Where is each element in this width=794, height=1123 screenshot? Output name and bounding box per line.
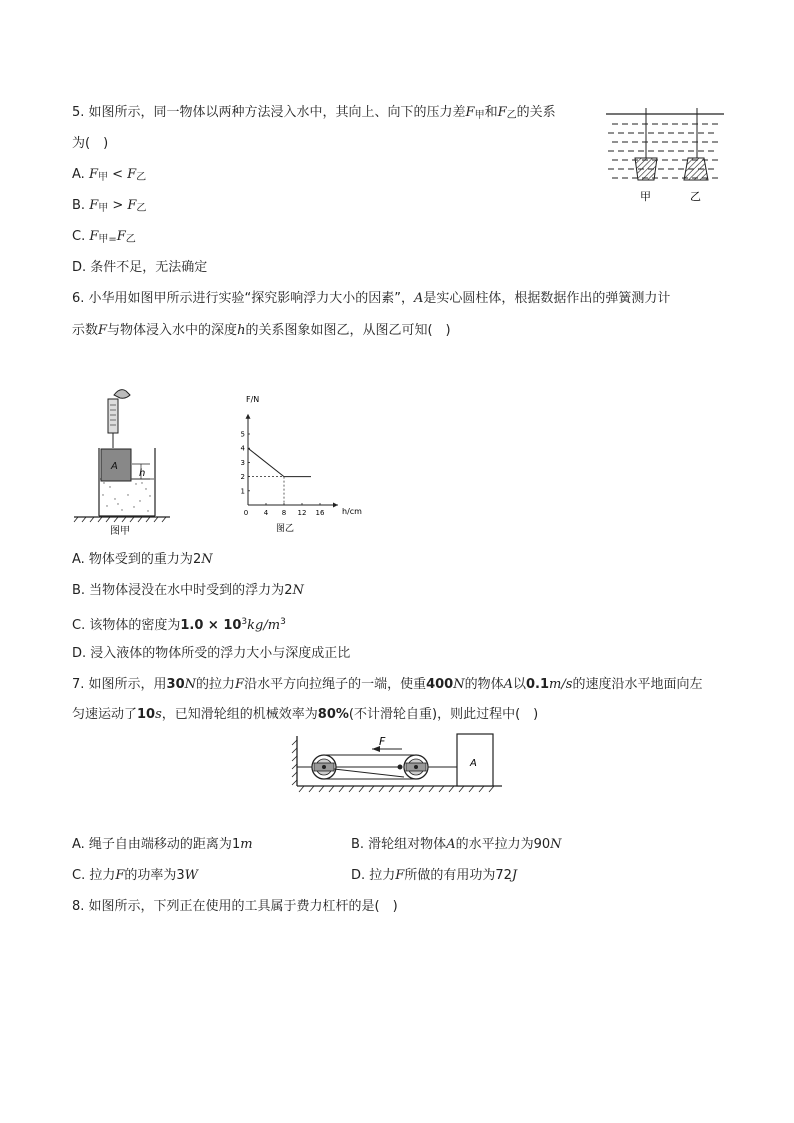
chart-y-tick-label: 2 [240, 473, 245, 482]
chart-y-tick-label: 5 [240, 430, 245, 439]
q5-stem-line1: 5. 如图所示，同一物体以两种方法浸入水中，其向上、向下的压力差$F_甲$和$F_乙$的关系 [72, 105, 556, 121]
q5-option-d[interactable]: D. 条件不足，无法确定 [72, 260, 208, 275]
chart-y-tick-label: 4 [240, 444, 245, 453]
q6-option-c[interactable]: C. 该物体的密度为$1.0 \times 10^3kg/m^3$ [72, 617, 286, 633]
q8-stem: 8. 如图所示，下列正在使用的工具属于费力杠杆的是( ) [72, 899, 398, 914]
q5-block-yi [684, 158, 708, 180]
q5-option-b[interactable]: B. $F_甲 > F_乙$ [72, 198, 147, 214]
depth-label: h [139, 468, 146, 479]
block-a-label: A [111, 461, 118, 472]
q6-option-b[interactable]: B. 当物体浸没在水中时受到的浮力为2N [72, 583, 304, 598]
chart-series-line-0 [248, 448, 311, 476]
q7-option-a[interactable]: A. 绳子自由端移动的距离为1m [72, 837, 253, 852]
fixed-pulley [312, 755, 336, 779]
chart-y-tick-label: 3 [240, 458, 245, 467]
q6-option-a[interactable]: A. 物体受到的重力为2N [72, 552, 213, 567]
fig-jia-caption: 图甲 [110, 526, 130, 537]
movable-pulley [404, 755, 428, 779]
block-a-label: A [470, 758, 477, 769]
chart-y-tick-label: 1 [240, 487, 245, 496]
chart-x-tick-label: 12 [297, 509, 307, 517]
q6-chart [236, 390, 376, 535]
q7-option-d[interactable]: D. 拉力F所做的有用功为72J [351, 868, 518, 883]
q5-option-c[interactable]: C. $F_{甲=}F_乙$ [72, 229, 136, 245]
q6-figure-jia [70, 385, 180, 540]
q5-option-a[interactable]: A. $F_甲 < F_乙$ [72, 167, 147, 183]
q5-stem-line2: 为( ) [72, 136, 109, 151]
q5-block-jia [635, 158, 657, 180]
chart-ylabel: F/N [246, 395, 260, 404]
chart-xlabel: h/cm [342, 507, 362, 516]
spring-scale [108, 399, 118, 433]
q7-stem-line2: 匀速运动了10s，已知滑轮组的机械效率为80%(不计滑轮自重)，则此过程中( ) [72, 707, 539, 722]
q6-option-d[interactable]: D. 浸入液体的物体所受的浮力大小与深度成正比 [72, 646, 351, 661]
force-label: F [379, 735, 386, 748]
q7-stem-line1: 7. 如图所示，用30N的拉力F沿水平方向拉绳子的一端，使重400N的物体A以0.1m/s的速度沿水平地面向左 [72, 677, 703, 692]
y-axis-arrow-icon [246, 414, 251, 419]
q5-fig-label-jia: 甲 [640, 190, 651, 203]
chart-x-tick-label: 8 [281, 509, 287, 517]
chart-x-tick-label: 0 [243, 509, 249, 517]
x-axis-arrow-icon [333, 503, 338, 508]
q7-option-b[interactable]: B. 滑轮组对物体A的水平拉力为90N [351, 837, 562, 852]
q5-fig-label-yi: 乙 [690, 190, 701, 203]
q6-stem-line1: 6. 小华用如图甲所示进行实验“探究影响浮力大小的因素”，A是实心圆柱体，根据数据作出的弹簧测力计 [72, 291, 671, 306]
chart-x-tick-label: 16 [315, 509, 325, 517]
q7-option-c[interactable]: C. 拉力F的功率为3W [72, 868, 199, 883]
hand-icon [114, 390, 130, 399]
q6-stem-line2: 示数F与物体浸入水中的深度h的关系图象如图乙，从图乙可知( ) [72, 323, 451, 338]
chart-x-tick-label: 4 [263, 509, 269, 517]
fig-yi-caption: 图乙 [276, 524, 295, 534]
q5-figure [606, 108, 724, 203]
q7-pulley-figure [290, 732, 505, 797]
